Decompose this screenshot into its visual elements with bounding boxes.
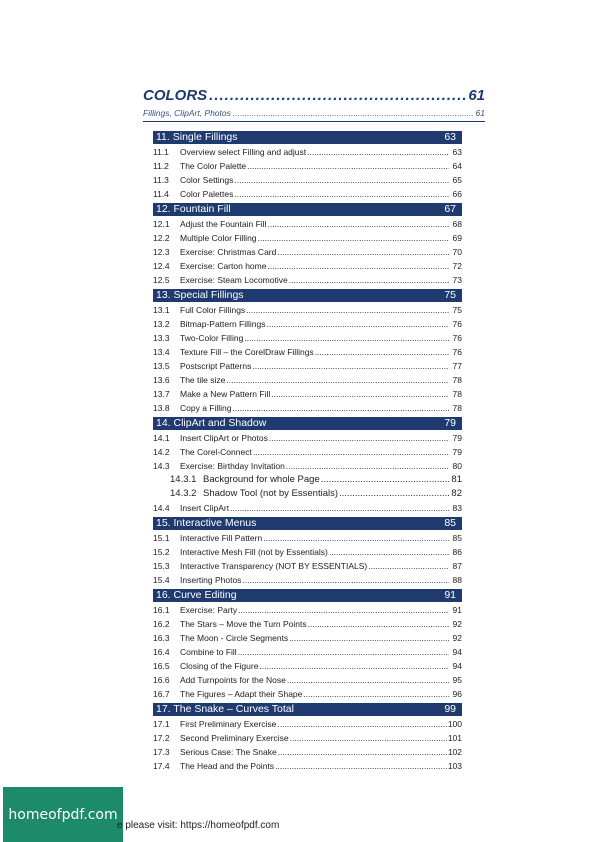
toc-entry[interactable] <box>153 159 462 173</box>
entry-page: 85 <box>452 533 462 543</box>
leader-dots <box>277 245 449 259</box>
entry-page: 80 <box>452 461 462 471</box>
chapter-title: 12. Fountain Fill <box>156 203 231 215</box>
part-subtitle-page: 61 <box>475 108 485 118</box>
leader-dots <box>290 731 447 745</box>
toc-entry[interactable] <box>153 373 462 387</box>
chapter-page: 79 <box>444 417 456 429</box>
entry-title: Interactive Fill Pattern <box>180 533 263 543</box>
entry-page: 64 <box>452 161 462 171</box>
entry-number: 11.1 <box>153 147 169 157</box>
toc-entry[interactable] <box>153 603 462 617</box>
entry-title: Shadow Tool (not by Essentials) <box>203 488 339 499</box>
entry-title: Exercise: Birthday Invitation <box>180 461 285 471</box>
entry-page: 92 <box>452 633 462 643</box>
entry-page: 70 <box>452 247 462 257</box>
chapter-heading[interactable] <box>153 589 462 602</box>
toc-entry[interactable] <box>153 617 462 631</box>
chapter-page: 67 <box>444 203 456 215</box>
watermark-text: homeofpdf.com <box>8 806 118 823</box>
part-subtitle-text: Fillings, ClipArt, Photos <box>143 108 231 118</box>
toc-entry[interactable] <box>153 459 462 473</box>
leader-dots <box>226 373 449 387</box>
leader-dots <box>246 303 449 317</box>
entry-title: Interactive Mesh Fill (not by Essentials) <box>180 547 328 557</box>
entry-title: Add Turnpoints for the Nose <box>180 675 286 685</box>
entry-title: Adjust the Fountain Fill <box>180 219 267 229</box>
leader-dots <box>252 359 449 373</box>
toc-chapter <box>153 517 462 587</box>
entry-page: 96 <box>452 689 462 699</box>
leader-dots <box>269 431 449 445</box>
entry-number: 11.4 <box>153 189 169 199</box>
entry-page: 102 <box>447 747 462 757</box>
toc-entry[interactable] <box>153 259 462 273</box>
entry-title: Full Color Fillings <box>180 305 246 315</box>
leader-dots <box>234 187 449 201</box>
toc-entry[interactable] <box>153 531 462 545</box>
toc-entry[interactable] <box>153 759 462 773</box>
entry-page: 103 <box>447 761 462 771</box>
toc-entry[interactable] <box>153 187 462 201</box>
leader-dots <box>234 173 449 187</box>
toc-entry[interactable] <box>153 645 462 659</box>
toc-chapter <box>153 703 462 773</box>
entry-title: Inserting Photos <box>180 575 242 585</box>
chapter-heading[interactable] <box>153 131 462 144</box>
toc-entry[interactable] <box>153 745 462 759</box>
toc-entry[interactable] <box>153 501 462 515</box>
chapter-page: 63 <box>444 131 456 143</box>
entry-title: The Color Palette <box>180 161 247 171</box>
entry-number: 16.6 <box>153 675 170 685</box>
entry-number: 11.2 <box>153 161 169 171</box>
toc-entry[interactable] <box>153 487 462 501</box>
chapter-title: 13. Special Fillings <box>156 289 244 301</box>
entry-page: 81 <box>451 474 462 485</box>
leader-dots <box>368 559 449 573</box>
entry-number: 17.3 <box>153 747 170 757</box>
entry-page: 100 <box>447 719 462 729</box>
entry-title: Combine to Fill <box>180 647 237 657</box>
toc-entry[interactable] <box>153 273 462 287</box>
entry-page: 75 <box>452 305 462 315</box>
toc-entry[interactable] <box>153 545 462 559</box>
watermark-logo[interactable] <box>3 787 123 842</box>
entry-number: 14.3.2 <box>170 488 197 499</box>
leader-dots <box>242 573 449 587</box>
entry-page: 78 <box>452 403 462 413</box>
chapter-heading[interactable] <box>153 417 462 430</box>
entry-title: The Stars – Move the Turn Points <box>180 619 307 629</box>
entry-page: 86 <box>452 547 462 557</box>
entry-title: First Preliminary Exercise <box>180 719 277 729</box>
entry-number: 15.2 <box>153 547 170 557</box>
toc-entry[interactable] <box>153 345 462 359</box>
entry-page: 76 <box>452 347 462 357</box>
chapter-title: 11. Single Fillings <box>156 131 238 143</box>
entry-title: The tile size <box>180 375 226 385</box>
entry-page: 78 <box>452 375 462 385</box>
entry-number: 14.1 <box>153 433 170 443</box>
entry-page: 63 <box>452 147 462 157</box>
leader-dots <box>303 687 449 701</box>
part-title-text: COLORS <box>143 87 208 104</box>
entry-number: 12.1 <box>153 219 170 229</box>
entry-number: 16.3 <box>153 633 170 643</box>
entry-title: Texture Fill – the CorelDraw Fillings <box>180 347 314 357</box>
chapter-page: 99 <box>444 703 456 715</box>
entry-number: 11.3 <box>153 175 169 185</box>
entry-number: 12.5 <box>153 275 170 285</box>
leader-dots <box>286 459 449 473</box>
toc-entry[interactable] <box>153 673 462 687</box>
entry-title: The Moon - Circle Segments <box>180 633 289 643</box>
entry-number: 13.4 <box>153 347 170 357</box>
toc-entry[interactable] <box>153 401 462 415</box>
entry-title: Color Palettes <box>180 189 234 199</box>
leader-dots <box>233 401 450 415</box>
toc-chapter <box>153 589 462 701</box>
entry-title: Postscript Patterns <box>180 361 252 371</box>
entry-page: 82 <box>451 488 462 499</box>
entry-title: Color Settings <box>180 175 234 185</box>
toc-entry[interactable] <box>153 359 462 373</box>
entry-page: 77 <box>452 361 462 371</box>
entry-page: 91 <box>452 605 462 615</box>
leader-dots <box>339 487 449 501</box>
toc-chapter <box>153 417 462 515</box>
entry-title: The Head and the Points <box>180 761 275 771</box>
leader-dots <box>263 531 449 545</box>
toc-entry[interactable] <box>153 445 462 459</box>
entry-page: 94 <box>452 647 462 657</box>
entry-title: Exercise: Steam Locomotive <box>180 275 288 285</box>
leader-dots <box>209 87 466 104</box>
entry-page: 78 <box>452 389 462 399</box>
entry-page: 95 <box>452 675 462 685</box>
entry-number: 14.3.1 <box>170 474 197 485</box>
chapter-page: 75 <box>444 289 456 301</box>
chapter-heading[interactable] <box>153 703 462 716</box>
part-title <box>143 87 485 104</box>
entry-page: 79 <box>452 433 462 443</box>
leader-dots <box>329 545 449 559</box>
leader-dots <box>233 108 474 118</box>
entry-page: 76 <box>452 319 462 329</box>
entry-title: Make a New Pattern Fill <box>180 389 271 399</box>
entry-number: 14.4 <box>153 503 170 513</box>
toc-entry[interactable] <box>153 431 462 445</box>
leader-dots <box>253 445 449 459</box>
entry-number: 16.1 <box>153 605 170 615</box>
leader-dots <box>258 231 449 245</box>
entry-title: Interactive Transparency (NOT BY ESSENTIALS) <box>180 561 368 571</box>
entry-title: Serious Case: The Snake <box>180 747 277 757</box>
entry-title: Multiple Color Filling <box>180 233 257 243</box>
entry-number: 12.4 <box>153 261 170 271</box>
part-subtitle <box>143 108 485 118</box>
entry-number: 13.6 <box>153 375 170 385</box>
entry-number: 15.1 <box>153 533 170 543</box>
chapter-page: 85 <box>444 517 456 529</box>
chapter-title: 16. Curve Editing <box>156 589 237 601</box>
chapter-title: 17. The Snake – Curves Total <box>156 703 294 715</box>
toc-entry[interactable] <box>153 659 462 673</box>
toc-entry[interactable] <box>153 687 462 701</box>
toc-entry[interactable] <box>153 303 462 317</box>
entry-page: 101 <box>447 733 462 743</box>
chapter-heading[interactable] <box>153 517 462 530</box>
leader-dots <box>267 259 449 273</box>
entry-number: 13.1 <box>153 305 170 315</box>
entry-page: 88 <box>452 575 462 585</box>
entry-number: 14.2 <box>153 447 170 457</box>
entry-title: Exercise: Christmas Card <box>180 247 277 257</box>
entry-title: Background for whole Page <box>203 474 320 485</box>
chapter-heading[interactable] <box>153 203 462 216</box>
entry-page: 65 <box>452 175 462 185</box>
entry-title: Exercise: Party <box>180 605 238 615</box>
leader-dots <box>244 331 449 345</box>
entry-number: 13.3 <box>153 333 170 343</box>
title-rule <box>143 121 485 122</box>
toc-chapter <box>153 203 462 287</box>
leader-dots <box>278 745 447 759</box>
leader-dots <box>275 759 447 773</box>
entry-page: 87 <box>452 561 462 571</box>
entry-number: 13.7 <box>153 389 170 399</box>
entry-page: 66 <box>452 189 462 199</box>
entry-title: Insert ClipArt <box>180 503 230 513</box>
leader-dots <box>308 617 449 631</box>
leader-dots <box>230 501 449 515</box>
leader-dots <box>315 345 449 359</box>
toc-entry[interactable] <box>153 387 462 401</box>
entry-page: 92 <box>452 619 462 629</box>
toc-entry[interactable] <box>153 631 462 645</box>
leader-dots <box>287 673 449 687</box>
leader-dots <box>238 603 449 617</box>
entry-number: 16.4 <box>153 647 170 657</box>
entry-page: 73 <box>452 275 462 285</box>
toc-entry[interactable] <box>153 217 462 231</box>
toc-entry[interactable] <box>153 717 462 731</box>
leader-dots <box>267 317 449 331</box>
chapter-title: 14. ClipArt and Shadow <box>156 417 267 429</box>
entry-page: 79 <box>452 447 462 457</box>
entry-page: 94 <box>452 661 462 671</box>
entry-number: 17.4 <box>153 761 170 771</box>
table-of-contents <box>153 131 462 775</box>
toc-entry[interactable] <box>153 573 462 587</box>
entry-number: 17.2 <box>153 733 170 743</box>
entry-title: Overview select Filling and adjust <box>180 147 307 157</box>
leader-dots <box>321 473 449 487</box>
entry-page: 72 <box>452 261 462 271</box>
entry-number: 12.3 <box>153 247 170 257</box>
entry-number: 15.3 <box>153 561 170 571</box>
leader-dots <box>267 217 449 231</box>
chapter-page: 91 <box>444 589 456 601</box>
entry-number: 14.3 <box>153 461 170 471</box>
entry-title: Bitmap-Pattern Fillings <box>180 319 266 329</box>
leader-dots <box>271 387 449 401</box>
entry-number: 13.8 <box>153 403 170 413</box>
entry-title: The Corel-Connect <box>180 447 252 457</box>
toc-entry[interactable] <box>153 245 462 259</box>
entry-title: Insert ClipArt or Photos <box>180 433 268 443</box>
toc-chapter <box>153 131 462 201</box>
toc-entry[interactable] <box>153 559 462 573</box>
entry-page: 76 <box>452 333 462 343</box>
entry-title: Closing of the Figure <box>180 661 259 671</box>
leader-dots <box>289 631 449 645</box>
entry-number: 13.2 <box>153 319 170 329</box>
toc-entry[interactable] <box>153 145 462 159</box>
leader-dots <box>289 273 449 287</box>
leader-dots <box>259 659 449 673</box>
toc-entry[interactable] <box>153 317 462 331</box>
entry-number: 13.5 <box>153 361 170 371</box>
entry-page: 68 <box>452 219 462 229</box>
entry-number: 12.2 <box>153 233 170 243</box>
entry-number: 17.1 <box>153 719 170 729</box>
entry-page: 83 <box>452 503 462 513</box>
entry-title: Exercise: Carton home <box>180 261 267 271</box>
leader-dots <box>247 159 449 173</box>
entry-title: Copy a Filling <box>180 403 232 413</box>
entry-title: Two-Color Filling <box>180 333 244 343</box>
toc-entry[interactable] <box>153 473 462 487</box>
footer-link[interactable] <box>117 820 279 831</box>
leader-dots <box>238 645 449 659</box>
toc-entry[interactable] <box>153 173 462 187</box>
toc-entry[interactable] <box>153 731 462 745</box>
toc-entry[interactable] <box>153 231 462 245</box>
toc-entry[interactable] <box>153 331 462 345</box>
part-title-page: 61 <box>468 87 485 104</box>
entry-page: 69 <box>452 233 462 243</box>
entry-number: 16.7 <box>153 689 170 699</box>
footer-text: e please visit: https://homeofpdf.com <box>117 820 280 831</box>
toc-chapter <box>153 289 462 415</box>
entry-title: The Figures – Adapt their Shape <box>180 689 303 699</box>
entry-number: 16.5 <box>153 661 170 671</box>
entry-number: 15.4 <box>153 575 170 585</box>
entry-number: 16.2 <box>153 619 170 629</box>
chapter-title: 15. Interactive Menus <box>156 517 257 529</box>
leader-dots <box>307 145 449 159</box>
entry-title: Second Preliminary Exercise <box>180 733 289 743</box>
leader-dots <box>277 717 446 731</box>
chapter-heading[interactable] <box>153 289 462 302</box>
